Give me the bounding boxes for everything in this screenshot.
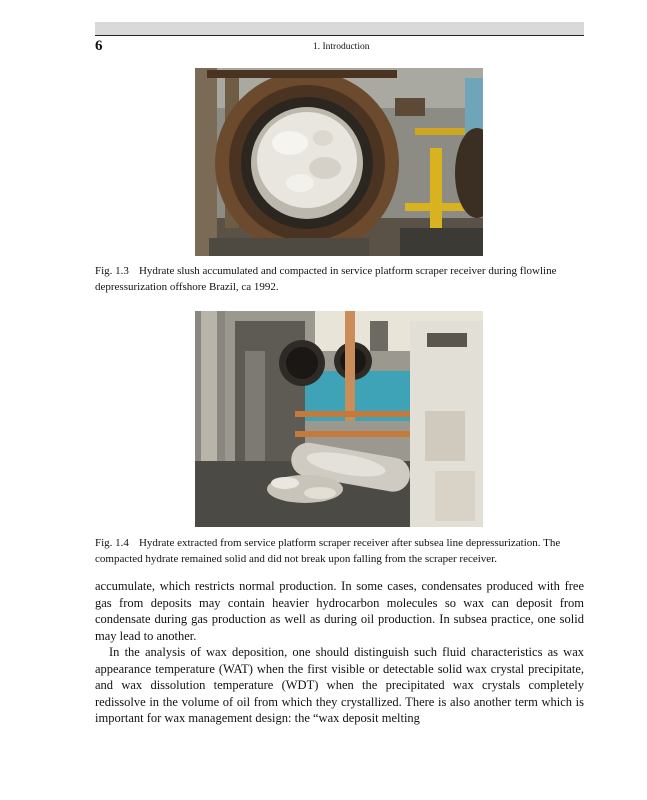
body-text	[95, 578, 584, 727]
figure-label: Fig. 1.4	[95, 537, 129, 549]
figure-1-3-photo	[195, 68, 483, 256]
page-number: 6	[95, 38, 103, 54]
body-paragraph: In the analysis of wax deposition, one should distinguish such fluid characteristics as wax appearance temperature (WAT) when the first visible or detectable solid wax crystal precipitate, and wax dissolution temperature (WDT) when the precipitated wax crystals completely redissolve in the volume of oil from which they crystallized. There is also another term which is important for wax management design: the “wax deposit melting	[95, 645, 584, 725]
figure-1-4-photo	[195, 311, 483, 527]
header-rule	[95, 35, 584, 36]
body-paragraph: accumulate, which restricts normal production. In some cases, condensates produced with free gas from deposits may contain heavier hydrocarbon molecules so wax can deposit from condensate during gas production as well as during oil production. In subsea practice, one solid may lead to another.	[95, 579, 584, 643]
header-bar	[95, 22, 584, 35]
running-head: 1. Introduction	[313, 42, 370, 52]
figure-1-4-caption	[95, 535, 584, 567]
caption-text: Hydrate extracted from service platform scraper receiver after subsea line depressurization. The compacted hydrate remained solid and did not break upon falling from the scraper receiver.	[95, 537, 561, 565]
caption-text: Hydrate slush accumulated and compacted in service platform scraper receiver during flowline depressurization offshore Brazil, ca 1992.	[95, 265, 557, 293]
figure-1-3-caption	[95, 263, 584, 295]
figure-label: Fig. 1.3	[95, 265, 129, 277]
